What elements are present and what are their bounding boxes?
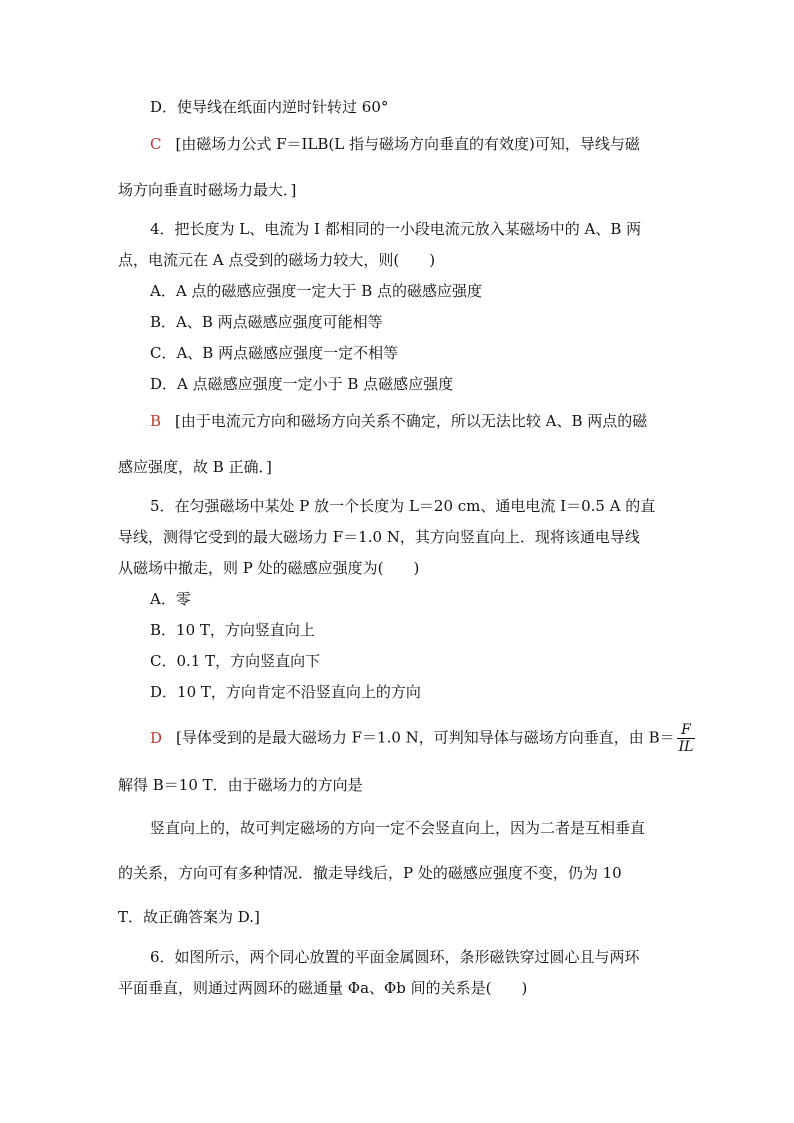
q4-option-a: A．A 点的磁感应强度一定大于 B 点的磁感应强度	[150, 282, 482, 300]
q3-explanation-line2: 场方向垂直时磁场力最大．]	[118, 181, 297, 199]
q6-stem-line1: 6．如图所示，两个同心放置的平面金属圆环，条形磁铁穿过圆心且与两环	[150, 948, 640, 966]
q5-stem-line1: 5．在匀强磁场中某处 P 放一个长度为 L＝20 cm、通电电流 I＝0.5 A 的直	[150, 497, 656, 515]
q5-explanation-line3: 竖直向上的，故可判定磁场的方向一定不会竖直向上，因为二者是互相垂直	[150, 819, 646, 837]
q4-stem-line1: 4．把长度为 L、电流为 I 都相同的一小段电流元放入某磁场中的 A、B 两	[150, 220, 642, 238]
q4-answer-letter: B	[150, 412, 162, 430]
q5-option-c: C．0.1 T，方向竖直向下	[150, 652, 321, 670]
q5-option-a: A．零	[150, 590, 191, 608]
q6-stem-line2: 平面垂直，则通过两圆环的磁通量 Φa、Φb 间的关系是( )	[118, 979, 528, 997]
q4-stem-line2: 点，电流元在 A 点受到的磁场力较大，则( )	[118, 251, 436, 269]
q3-option-d: D．使导线在纸面内逆时针转过 60°	[150, 98, 389, 116]
q4-explanation-line2: 感应强度，故 B 正确．]	[118, 458, 272, 476]
q5-option-b: B．10 T，方向竖直向上	[150, 621, 315, 639]
q3-explanation-line1: [由磁场力公式 F＝ILB(L 指与磁场方向垂直的有效度)可知，导线与磁	[175, 135, 640, 153]
fraction-numerator: F	[677, 722, 696, 739]
q5-explanation-line4: 的关系，方向可有多种情况．撤走导线后，P 处的磁感应强度不变，仍为 10	[118, 864, 622, 882]
q5-answer-letter: D	[150, 728, 163, 747]
q3-answer-letter: C	[150, 135, 162, 153]
q4-option-d: D．A 点磁感应强度一定小于 B 点磁感应强度	[150, 375, 454, 393]
q4-explanation-line1: [由于电流元方向和磁场方向关系不确定，所以无法比较 A、B 两点的磁	[175, 412, 648, 430]
q5-explanation-line1: [导体受到的是最大磁场力 F＝1.0 N，可判知导体与磁场方向垂直，由 B＝	[176, 728, 675, 747]
q4-answer	[150, 411, 647, 431]
q4-option-c: C．A、B 两点磁感应强度一定不相等	[150, 344, 399, 362]
q3-answer	[150, 134, 640, 154]
q5-explanation-line5: T．故正确答案为 D.]	[118, 908, 260, 926]
fraction-f-over-il	[677, 722, 696, 755]
q5-option-d: D．10 T，方向肯定不沿竖直向上的方向	[150, 683, 421, 701]
q5-explanation-line2: 解得 B＝10 T．由于磁场力的方向是	[118, 776, 363, 794]
q5-stem-line3: 从磁场中撤走，则 P 处的磁感应强度为( )	[118, 559, 420, 577]
fraction-denominator: IL	[678, 739, 694, 755]
q5-stem-line2: 导线，测得它受到的最大磁场力 F＝1.0 N，其方向竖直向上．现将该通电导线	[118, 528, 640, 546]
q5-answer	[150, 722, 695, 755]
q4-option-b: B．A、B 两点磁感应强度可能相等	[150, 313, 383, 331]
